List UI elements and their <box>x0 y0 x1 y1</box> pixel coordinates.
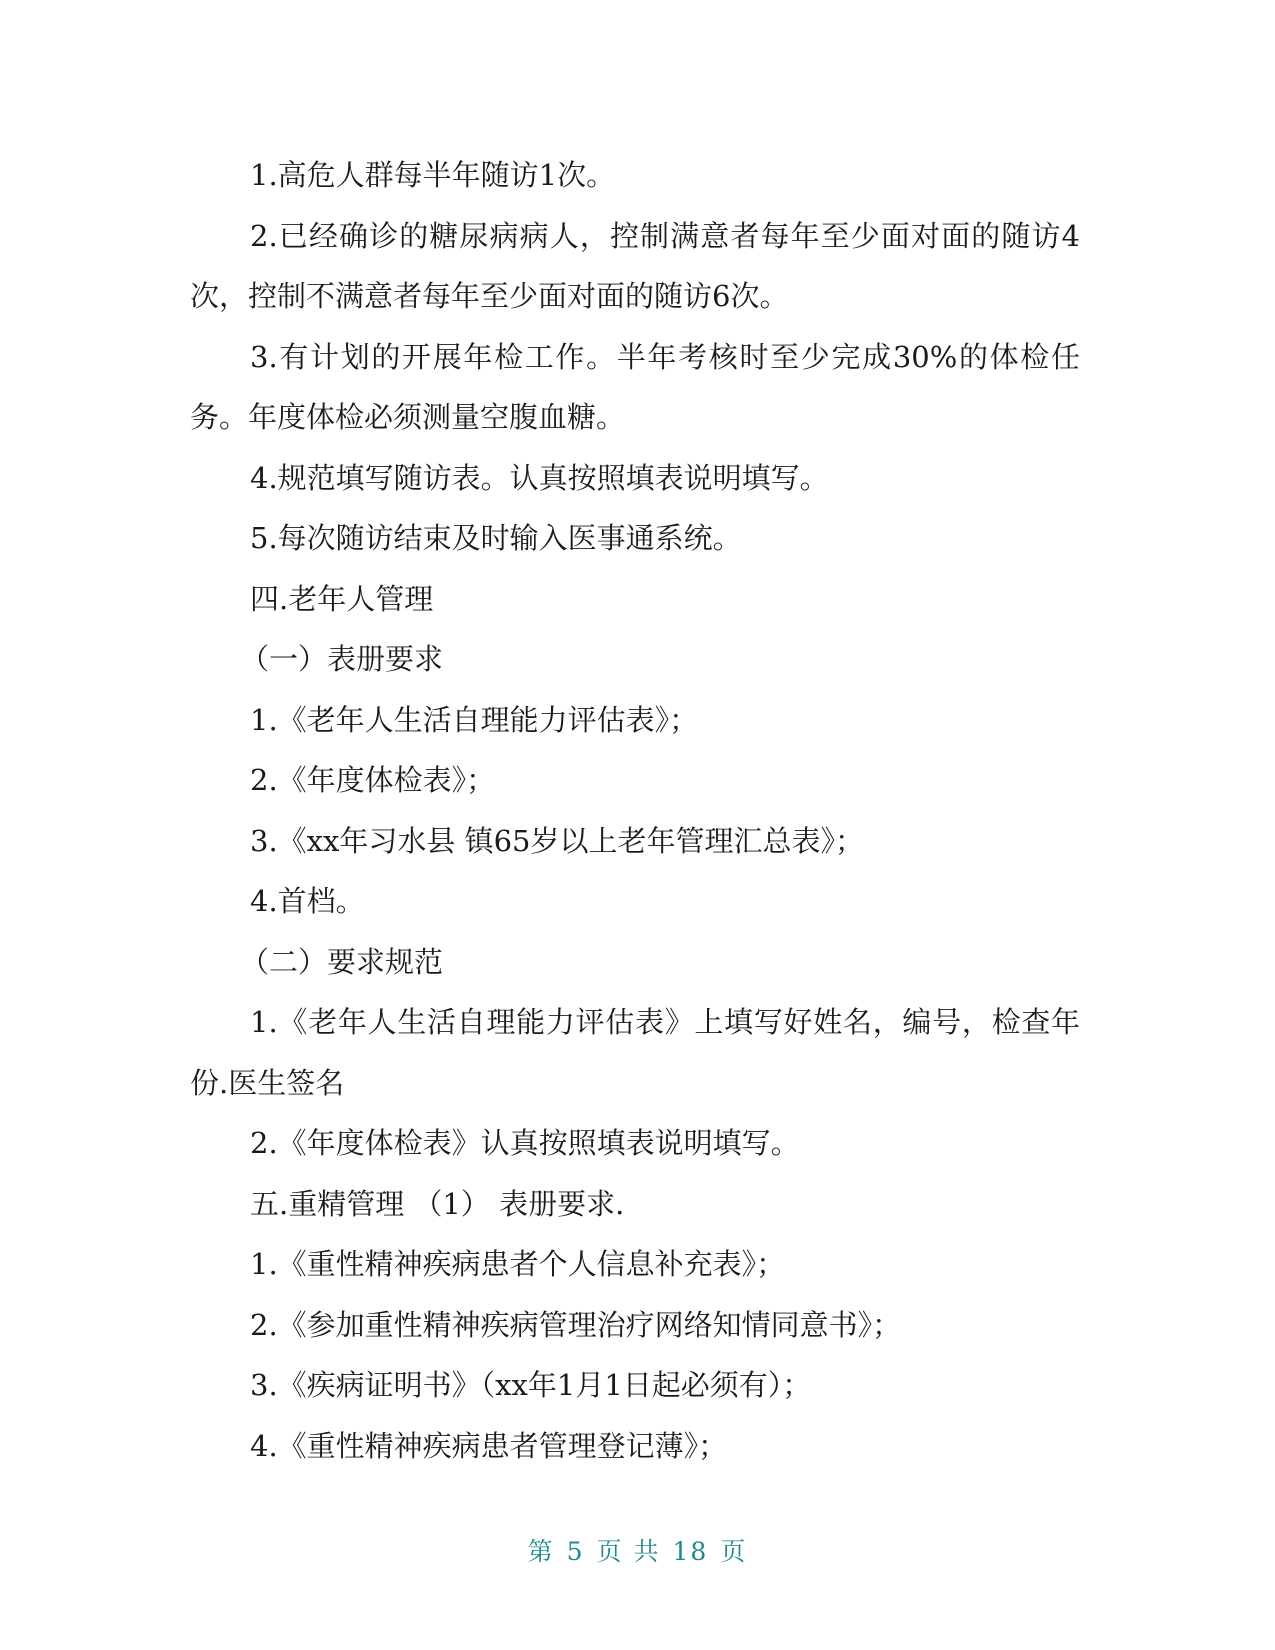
paragraph: 2.《参加重性精神疾病管理治疗网络知情同意书》； <box>250 1307 902 1342</box>
paragraph: 1.《老年人生活自理能力评估表》； <box>250 702 699 737</box>
paragraph: 2.已经确诊的糖尿病病人，控制满意者每年至少面对面的随访4次，控制不满意者每年至少面对面的随访6次。 <box>190 218 1080 313</box>
paragraph: 3.《疾病证明书》（xx年1月1日起必须有）； <box>250 1368 812 1402</box>
document-body <box>190 145 1080 1476</box>
subsection-heading: （一）表册要求 <box>240 642 444 676</box>
page-footer <box>0 1532 1275 1568</box>
total-pages-number: 18 <box>672 1537 709 1566</box>
current-page-number: 5 <box>566 1537 585 1566</box>
section-heading: 四.老年人管理 <box>250 581 434 616</box>
section-heading: 五.重精管理 （1） 表册要求. <box>250 1186 625 1221</box>
paragraph: 1.高危人群每半年随访1次。 <box>250 158 616 192</box>
paragraph: 5.每次随访结束及时输入医事通系统。 <box>250 521 742 555</box>
paragraph: 1.《重性精神疾病患者个人信息补充表》； <box>250 1247 786 1281</box>
paragraph: 2.《年度体检表》； <box>250 763 496 797</box>
paragraph: 4.首档。 <box>250 884 365 918</box>
paragraph: 2.《年度体检表》认真按照填表说明填写。 <box>250 1126 800 1160</box>
paragraph: 4.规范填写随访表。认真按照填表说明填写。 <box>250 460 829 495</box>
paragraph: 3.《xx年习水县 镇65岁以上老年管理汇总表》； <box>250 823 864 858</box>
footer-mid: 页 共 <box>596 1537 661 1566</box>
footer-suffix: 页 <box>720 1537 748 1566</box>
paragraph: 4.《重性精神疾病患者管理登记薄》； <box>250 1428 728 1463</box>
subsection-heading: （二）要求规范 <box>240 944 444 979</box>
paragraph: 1.《老年人生活自理能力评估表》上填写好姓名，编号，检查年份.医生签名 <box>190 1005 1080 1100</box>
paragraph: 3.有计划的开展年检工作。半年考核时至少完成30%的体检任务。年度体检必须测量空腹血糖。 <box>190 339 1080 434</box>
footer-prefix: 第 <box>527 1537 555 1566</box>
